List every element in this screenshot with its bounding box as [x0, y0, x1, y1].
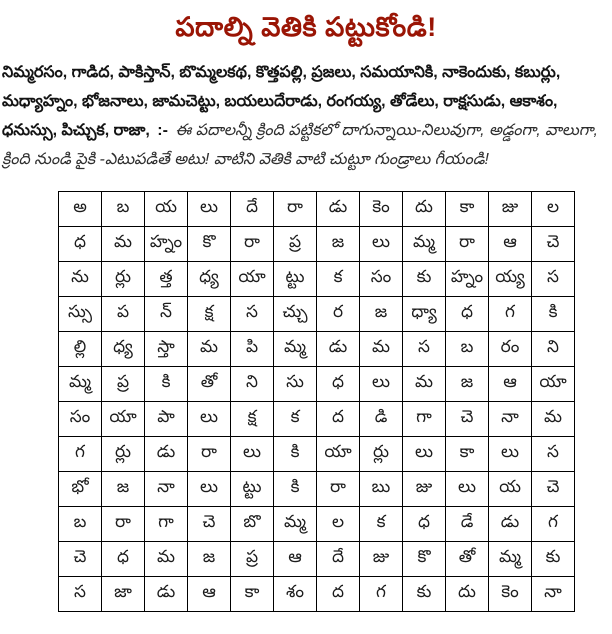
grid-cell: కి [532, 297, 575, 332]
grid-cell: ఆ [489, 227, 532, 262]
grid-cell: కి [145, 367, 188, 402]
grid-cell: కా [446, 437, 489, 472]
grid-cell: హ్నం [446, 262, 489, 297]
grid-cell: కెం [360, 192, 403, 227]
grid-cell: ని [532, 332, 575, 367]
grid-cell: ను [59, 262, 102, 297]
separator: :- [157, 122, 168, 139]
grid-cell: ధ [317, 367, 360, 402]
grid-body [59, 192, 575, 612]
grid-cell: మ [145, 542, 188, 577]
grid-cell: భో [59, 472, 102, 507]
grid-cell: య [489, 472, 532, 507]
grid-cell: చె [532, 227, 575, 262]
grid-cell: రా [231, 227, 274, 262]
grid-cell: గ [360, 577, 403, 612]
grid-cell: ద [317, 577, 360, 612]
grid-cell: లు [188, 402, 231, 437]
grid-cell: జ [188, 542, 231, 577]
word-search-grid [58, 191, 575, 612]
grid-cell: ప్ర [231, 542, 274, 577]
grid-cell: ధ్య [188, 262, 231, 297]
grid-cell: క్ష [188, 297, 231, 332]
grid-cell: సు [274, 367, 317, 402]
grid-cell: రా [102, 507, 145, 542]
grid-cell: గా [145, 507, 188, 542]
grid-cell: ఆ [188, 577, 231, 612]
grid-cell: హ్నం [145, 227, 188, 262]
grid-cell: క [274, 402, 317, 437]
grid-cell: ధ [403, 507, 446, 542]
grid-row [59, 577, 575, 612]
grid-row [59, 227, 575, 262]
grid-cell: ద [317, 402, 360, 437]
grid-cell: దే [231, 192, 274, 227]
grid-cell: సం [360, 262, 403, 297]
grid-cell: లు [231, 437, 274, 472]
grid-cell: ప్ర [274, 227, 317, 262]
grid-row [59, 297, 575, 332]
grid-cell: ధ [446, 297, 489, 332]
grid-cell: ఆ [489, 367, 532, 402]
instructions-text: ఈ పదాలన్నీ క్రింది పట్టికలో దాగున్నాయి-నిలువుగా, అడ్డంగా, వాలుగా, క్రింది నుండి పైకి -ఎటుపడితే అటు! వాటిని వెతికి వాటి చుట్టూ గుండ్రాలు గీయండి! [2, 122, 598, 168]
grid-cell: గ [489, 297, 532, 332]
grid-cell: స [532, 262, 575, 297]
grid-cell: స [532, 437, 575, 472]
grid-cell: కు [532, 542, 575, 577]
grid-cell: ట్టు [274, 262, 317, 297]
grid-cell: యా [317, 437, 360, 472]
grid-cell: నా [145, 472, 188, 507]
grid-cell: జు [360, 542, 403, 577]
grid-cell: బ [102, 192, 145, 227]
grid-cell: జు [489, 192, 532, 227]
grid-cell: రా [446, 227, 489, 262]
grid-cell: ని [231, 367, 274, 402]
grid-cell: మ [102, 227, 145, 262]
grid-row [59, 332, 575, 367]
grid-cell: డు [145, 577, 188, 612]
grid-cell: న్ [145, 297, 188, 332]
grid-cell: చె [59, 542, 102, 577]
grid-cell: రా [188, 437, 231, 472]
grid-cell: డే [446, 507, 489, 542]
grid-cell: మ్మ [274, 332, 317, 367]
grid-cell: కా [446, 192, 489, 227]
grid-cell: ర్లు [102, 262, 145, 297]
grid-cell: డు [317, 332, 360, 367]
grid-cell: జ [317, 227, 360, 262]
grid-cell: ట్టు [231, 472, 274, 507]
grid-cell: లు [489, 437, 532, 472]
grid-cell: కా [231, 577, 274, 612]
grid-cell: దు [403, 192, 446, 227]
grid-cell: స్తా [145, 332, 188, 367]
grid-cell: కొ [403, 542, 446, 577]
grid-cell: తో [188, 367, 231, 402]
grid-cell: ధ్య [102, 332, 145, 367]
grid-cell: బ [446, 332, 489, 367]
grid-cell: గ [59, 437, 102, 472]
grid-cell: క [317, 262, 360, 297]
grid-cell: కొ [188, 227, 231, 262]
grid-cell: కి [274, 437, 317, 472]
grid-row [59, 507, 575, 542]
grid-cell: స [403, 332, 446, 367]
grid-cell: యా [532, 367, 575, 402]
grid-cell: ల [532, 192, 575, 227]
grid-cell: జ [360, 297, 403, 332]
grid-cell: బ [59, 507, 102, 542]
grid-cell: శం [274, 577, 317, 612]
grid-cell: చె [188, 507, 231, 542]
grid-cell: రా [274, 192, 317, 227]
grid-cell: సం [59, 402, 102, 437]
grid-cell: పి [231, 332, 274, 367]
word-list: నిమ్మరసం, గాడిద, పాకిస్తాన్, బొమ్మలకథ, కొత్తపల్లి, ప్రజలు, సమయానికి, నాకెందుకు, కబుర్లు, మధ్యాహ్నం, భోజనాలు, జామచెట్టు, బయలుదేరాడు, రంగయ్య, తోడేలు, రాక్షసుడు, ఆకాశం, ధనుస్సు, పిచ్చుక, రాజా, [2, 64, 561, 139]
grid-row [59, 262, 575, 297]
grid-cell: లు [360, 227, 403, 262]
grid-cell: డి [360, 402, 403, 437]
grid-cell: క [360, 507, 403, 542]
grid-cell: మ్మ [489, 542, 532, 577]
grid-cell: అ [59, 192, 102, 227]
grid-cell: మ [532, 402, 575, 437]
grid-cell: త్త [145, 262, 188, 297]
grid-cell: చె [532, 472, 575, 507]
grid-cell: లు [403, 437, 446, 472]
grid-cell: లు [188, 472, 231, 507]
grid-cell: ఆ [274, 542, 317, 577]
grid-cell: ధ [102, 542, 145, 577]
grid-cell: మ [188, 332, 231, 367]
grid-row [59, 437, 575, 472]
grid-cell: చె [446, 402, 489, 437]
grid-cell: ధ్యా [403, 297, 446, 332]
grid-cell: దే [317, 542, 360, 577]
grid-cell: కు [403, 577, 446, 612]
grid-cell: యా [102, 402, 145, 437]
intro-paragraph [2, 58, 610, 174]
grid-cell: బు [360, 472, 403, 507]
grid-cell: ధ [59, 227, 102, 262]
grid-row [59, 402, 575, 437]
grid-cell: డు [145, 437, 188, 472]
grid-cell: జ [446, 367, 489, 402]
grid-cell: డు [489, 507, 532, 542]
grid-cell: లు [360, 367, 403, 402]
grid-cell: ర్లు [102, 437, 145, 472]
grid-row [59, 472, 575, 507]
grid-row [59, 367, 575, 402]
grid-cell: జ [102, 472, 145, 507]
grid-cell: య [145, 192, 188, 227]
grid-cell: చ్చు [274, 297, 317, 332]
page-title: పదాల్ని వెతికి పట్టుకోండి! [175, 12, 437, 42]
grid-cell: నా [489, 402, 532, 437]
grid-cell: కు [403, 262, 446, 297]
grid-cell: మ్మ [403, 227, 446, 262]
grid-cell: క్ష [231, 402, 274, 437]
grid-cell: లు [188, 192, 231, 227]
grid-cell: స్సు [59, 297, 102, 332]
grid-cell: మ్మ [59, 367, 102, 402]
grid-cell: నా [532, 577, 575, 612]
grid-cell: గ [532, 507, 575, 542]
grid-cell: గా [403, 402, 446, 437]
grid-cell: స [231, 297, 274, 332]
grid-cell: స [59, 577, 102, 612]
grid-cell: మ [403, 367, 446, 402]
grid-cell: కి [274, 472, 317, 507]
grid-cell: యా [231, 262, 274, 297]
grid-cell: కెం [489, 577, 532, 612]
grid-cell: య్య [489, 262, 532, 297]
grid-row [59, 542, 575, 577]
grid-cell: ల [317, 507, 360, 542]
grid-cell: ర్లు [360, 437, 403, 472]
grid-cell: దు [446, 577, 489, 612]
grid-cell: ల్లి [59, 332, 102, 367]
grid-cell: ర [317, 297, 360, 332]
grid-cell: పా [145, 402, 188, 437]
grid-cell: జా [102, 577, 145, 612]
grid-cell: డు [317, 192, 360, 227]
grid-cell: తో [446, 542, 489, 577]
grid-cell: రం [489, 332, 532, 367]
grid-cell: ప [102, 297, 145, 332]
grid-cell: మ్మ [274, 507, 317, 542]
grid-cell: బొ [231, 507, 274, 542]
grid-cell: ప్ర [102, 367, 145, 402]
grid-cell: లు [446, 472, 489, 507]
grid-row [59, 192, 575, 227]
grid-cell: రా [317, 472, 360, 507]
grid-cell: మ [360, 332, 403, 367]
grid-cell: జు [403, 472, 446, 507]
